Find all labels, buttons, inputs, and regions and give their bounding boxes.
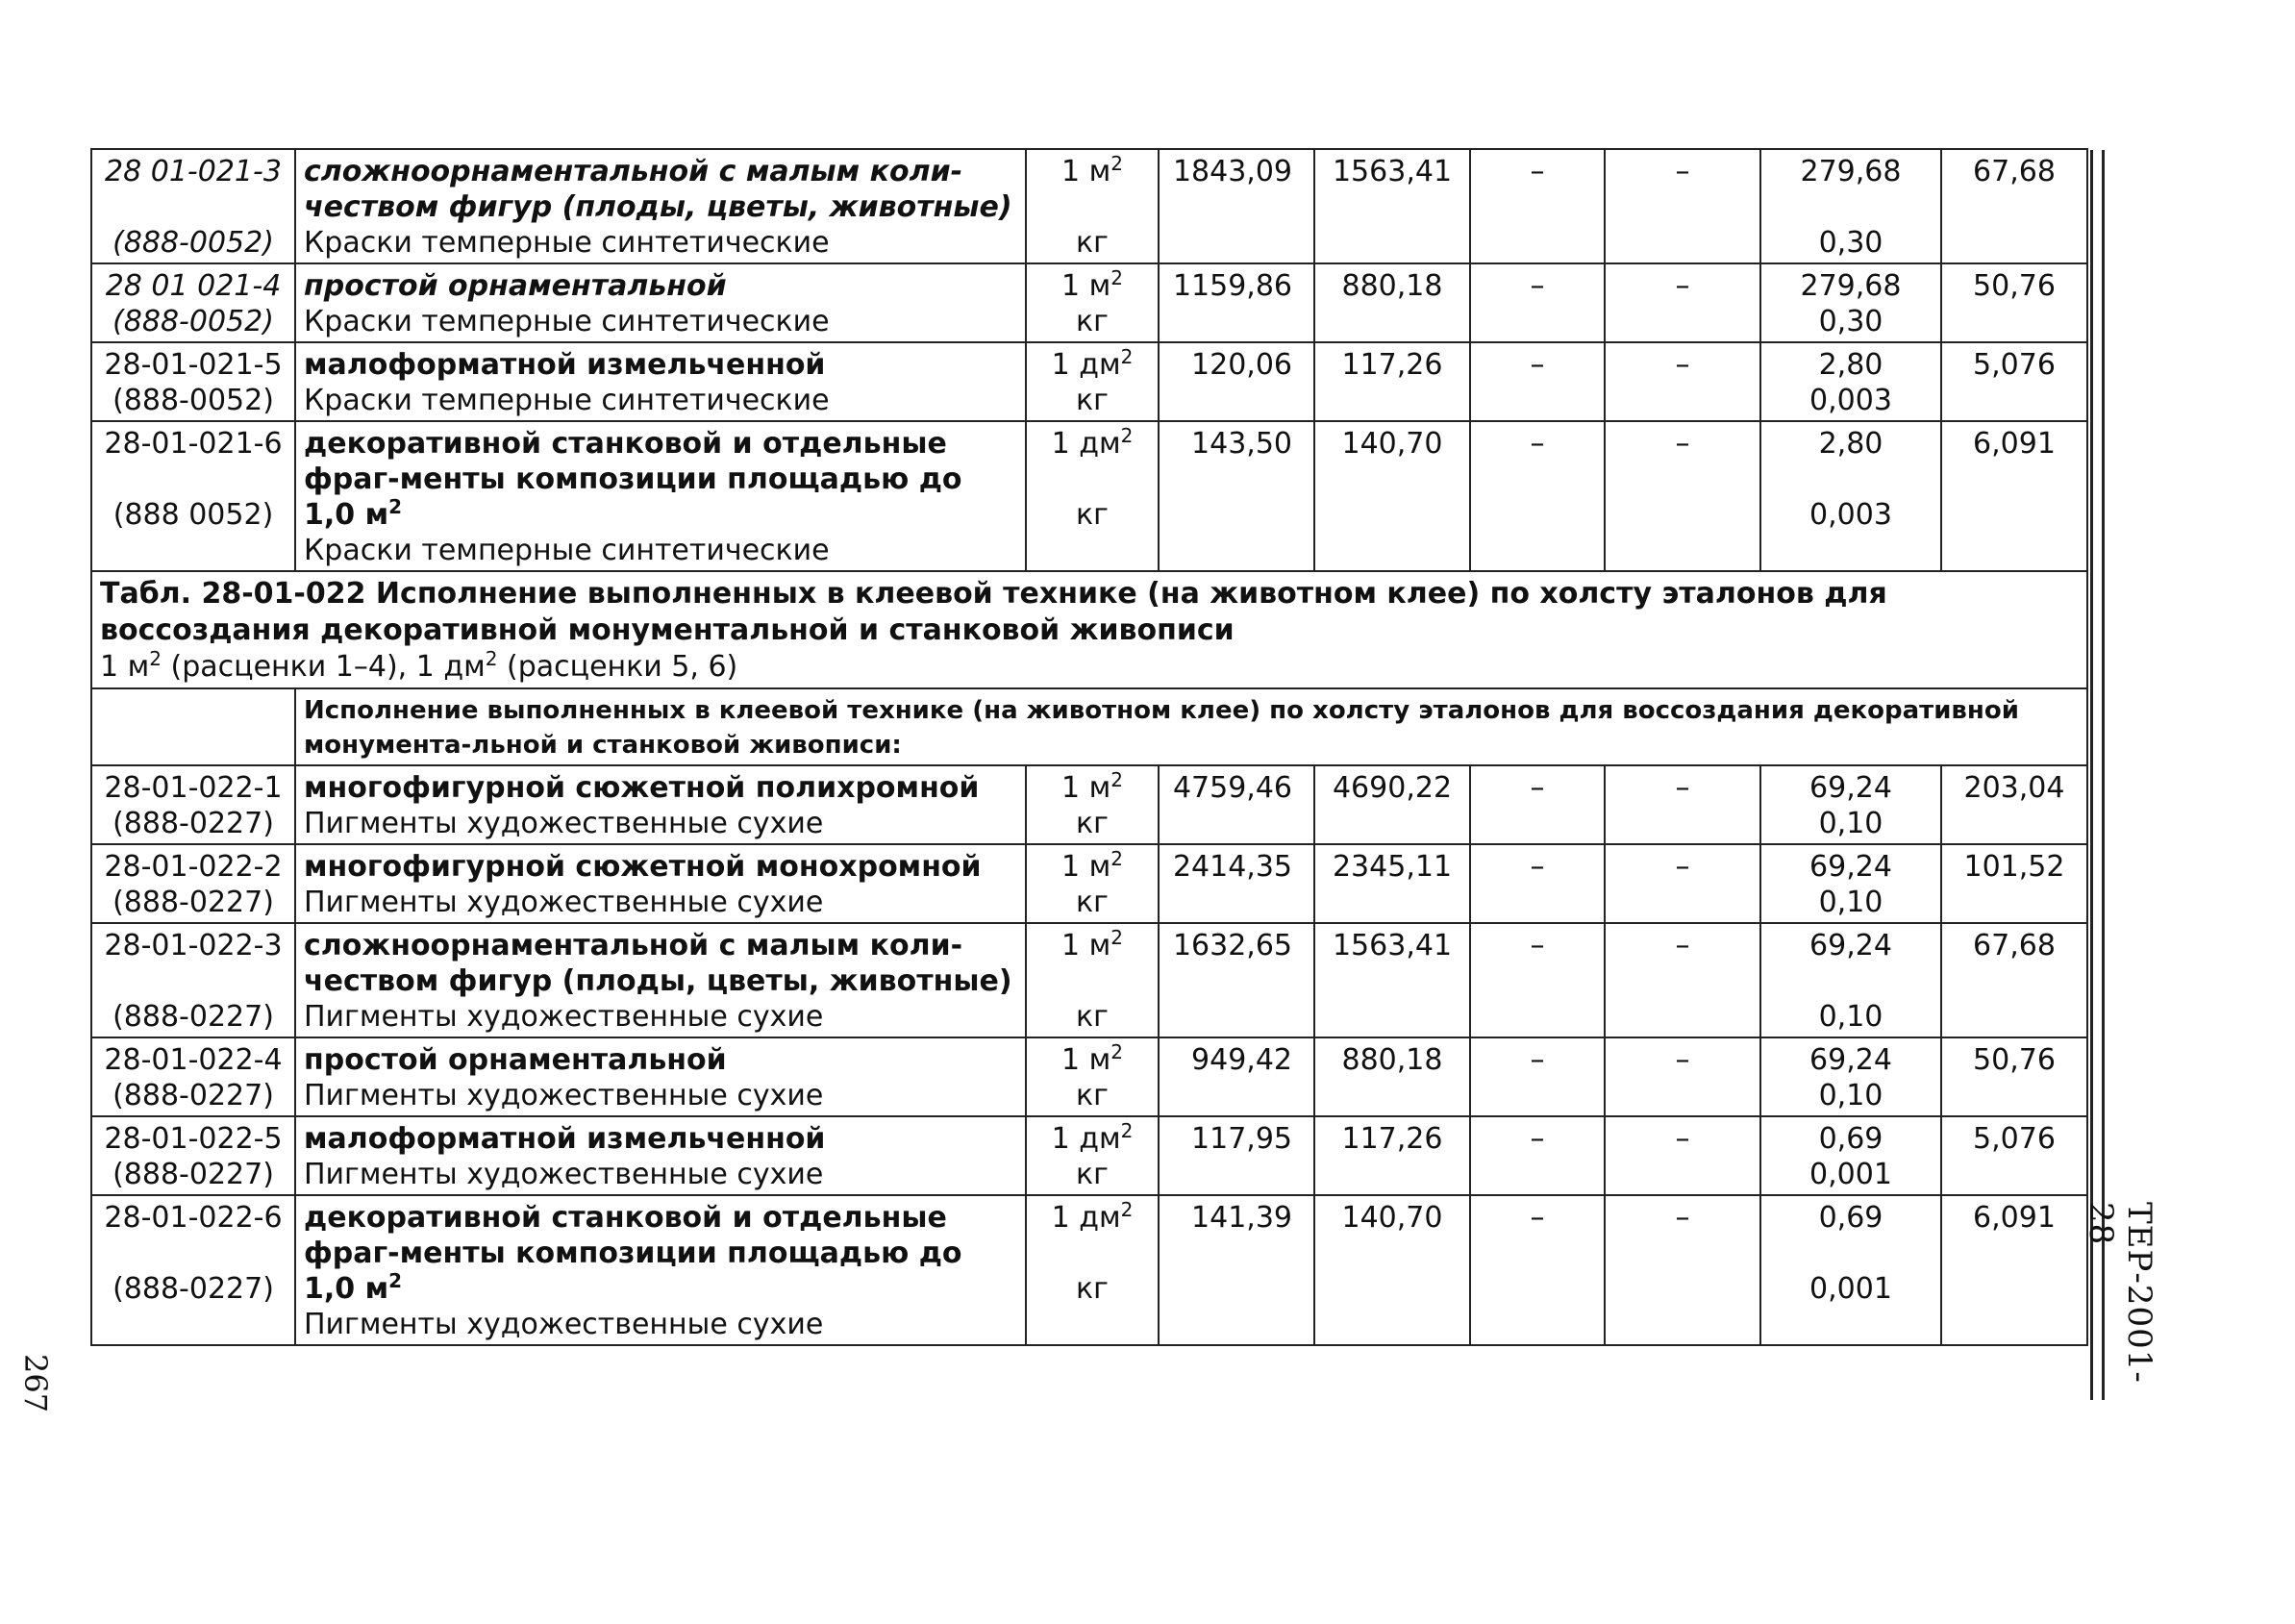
material-name: Пигменты художественные сухие (304, 1308, 824, 1341)
material-quantity: 0,003 (1809, 498, 1892, 532)
work-name: декоративной станковой и отдельные фраг-менты композиции площадью до 1,0 $м^2$ (304, 1201, 962, 1306)
materials-cost: 279,68 (1800, 155, 1902, 188)
wages-cost: 880,18 (1314, 263, 1470, 342)
labor-cost: 101,52 (1941, 844, 2087, 923)
unit-cell (1026, 342, 1159, 421)
materials-cell (1760, 765, 1941, 844)
total-cost: 1632,65 (1159, 923, 1314, 1037)
unit-cell (1026, 765, 1159, 844)
machinery-cost: – (1470, 421, 1605, 571)
rate-code-cell (91, 263, 295, 342)
total-cost: 949,42 (1159, 1037, 1314, 1116)
materials-cell (1760, 923, 1941, 1037)
materials-cell (1760, 149, 1941, 263)
rate-code-cell (91, 421, 295, 571)
unit-cell (1026, 1116, 1159, 1195)
table-body-022 (91, 765, 2087, 1345)
resource-code: (888 0052) (112, 498, 274, 532)
machinery-wages: – (1605, 765, 1760, 844)
resource-code: (888-0227) (112, 1079, 274, 1112)
unit-cell (1026, 844, 1159, 923)
rate-code: 28-01-022-5 (104, 1122, 283, 1156)
labor-cost: 50,76 (1941, 263, 2087, 342)
wages-cost: 1563,41 (1314, 923, 1470, 1037)
material-unit: кг (1076, 384, 1109, 417)
unit-cell (1026, 421, 1159, 571)
material-unit: кг (1076, 1272, 1109, 1306)
table-row (91, 923, 2087, 1037)
unit-cell (1026, 1195, 1159, 1345)
resource-code: (888-0227) (112, 886, 274, 919)
material-unit: кг (1076, 1079, 1109, 1112)
wages-cost: 880,18 (1314, 1037, 1470, 1116)
unit: 1 $м^2$ (1061, 847, 1123, 884)
rate-code: 28-01-022-6 (104, 1201, 283, 1235)
total-cost: 143,50 (1159, 421, 1314, 571)
material-name: Краски темперные синтетические (304, 384, 830, 417)
machinery-wages: – (1605, 923, 1760, 1037)
material-name: Пигменты художественные сухие (304, 1079, 824, 1112)
rate-code-cell (91, 149, 295, 263)
unit: 1 $дм^2$ (1051, 1198, 1134, 1235)
work-name: простой орнаментальной (304, 1043, 727, 1077)
labor-cost: 6,091 (1941, 421, 2087, 571)
materials-cell (1760, 342, 1941, 421)
table-row (91, 844, 2087, 923)
work-name-cell (295, 765, 1026, 844)
machinery-cost: – (1470, 1195, 1605, 1345)
material-name: Пигменты художественные сухие (304, 807, 824, 840)
material-quantity: 0,30 (1818, 226, 1883, 260)
price-table (90, 148, 2088, 1346)
work-name: простой орнаментальной (304, 269, 727, 303)
rate-code: 28-01-022-2 (104, 850, 283, 884)
price-table-sheet (90, 148, 2086, 1346)
material-name: Пигменты художественные сухие (304, 886, 824, 919)
machinery-cost: – (1470, 149, 1605, 263)
material-unit: кг (1076, 886, 1109, 919)
caption-row (91, 571, 2087, 688)
materials-cell (1760, 1116, 1941, 1195)
rate-code-cell (91, 923, 295, 1037)
resource-code: (888-0052) (112, 305, 274, 338)
unit: 1 $дм^2$ (1051, 424, 1134, 461)
unit-cell (1026, 1037, 1159, 1116)
material-unit: кг (1076, 1000, 1109, 1034)
wages-cost: 2345,11 (1314, 844, 1470, 923)
work-name: сложноорнаментальной с малым коли-чеством фигур (плоды, цветы, животные) (304, 155, 1012, 224)
table-row (91, 1116, 2087, 1195)
material-quantity: 0,10 (1818, 807, 1883, 840)
total-cost: 117,95 (1159, 1116, 1314, 1195)
rate-code: 28 01-021-3 (105, 155, 282, 188)
unit: 1 $м^2$ (1061, 768, 1123, 805)
material-name: Пигменты художественные сухие (304, 1158, 824, 1191)
table-title: Табл. 28-01-022 Исполнение выполненных в клеевой технике (на животном клее) по холсту эталонов для воссоздания декоративной монументальной и станковой живописи (100, 577, 1887, 647)
machinery-wages: – (1605, 844, 1760, 923)
wages-cost: 117,26 (1314, 1116, 1470, 1195)
table-row (91, 263, 2087, 342)
work-name-cell (295, 149, 1026, 263)
table-body-021 (91, 149, 2087, 571)
material-quantity: 0,30 (1818, 305, 1883, 338)
material-unit: кг (1076, 498, 1109, 532)
material-name: Пигменты художественные сухие (304, 1000, 824, 1034)
materials-cell (1760, 1037, 1941, 1116)
materials-cell (1760, 844, 1941, 923)
machinery-wages: – (1605, 1116, 1760, 1195)
machinery-cost: – (1470, 1116, 1605, 1195)
machinery-wages: – (1605, 1037, 1760, 1116)
materials-cost: 69,24 (1809, 929, 1892, 962)
material-quantity: 0,10 (1818, 1000, 1883, 1034)
materials-cost: 279,68 (1800, 269, 1902, 303)
machinery-cost: – (1470, 844, 1605, 923)
labor-cost: 5,076 (1941, 342, 2087, 421)
total-cost: 4759,46 (1159, 765, 1314, 844)
rate-code: 28-01-021-5 (104, 348, 283, 382)
total-cost: 141,39 (1159, 1195, 1314, 1345)
wages-cost: 117,26 (1314, 342, 1470, 421)
resource-code: (888-0227) (112, 1000, 274, 1034)
rate-code: 28-01-022-3 (104, 929, 283, 962)
rate-code: 28-01-022-1 (104, 771, 283, 805)
work-name-cell (295, 844, 1026, 923)
material-unit: кг (1076, 305, 1109, 338)
labor-cost: 67,68 (1941, 923, 2087, 1037)
unit: 1 $м^2$ (1061, 152, 1123, 188)
labor-cost: 5,076 (1941, 1116, 2087, 1195)
unit-cell (1026, 263, 1159, 342)
total-cost: 120,06 (1159, 342, 1314, 421)
work-name-cell (295, 421, 1026, 571)
unit: 1 $дм^2$ (1051, 1119, 1134, 1156)
wages-cost: 4690,22 (1314, 765, 1470, 844)
table-row (91, 149, 2087, 263)
machinery-wages: – (1605, 149, 1760, 263)
table-row (91, 421, 2087, 571)
machinery-cost: – (1470, 765, 1605, 844)
resource-code: (888-0227) (112, 1158, 274, 1191)
labor-cost: 50,76 (1941, 1037, 2087, 1116)
resource-code: (888-0052) (112, 384, 274, 417)
work-name-cell (295, 263, 1026, 342)
material-unit: кг (1076, 1158, 1109, 1191)
total-cost: 1159,86 (1159, 263, 1314, 342)
material-quantity: 0,10 (1818, 886, 1883, 919)
machinery-wages: – (1605, 421, 1760, 571)
table-row (91, 1195, 2087, 1345)
section-heading-row (91, 688, 2087, 765)
rate-code: 28 01 021-4 (105, 269, 282, 303)
machinery-wages: – (1605, 342, 1760, 421)
unit: 1 $дм^2$ (1051, 345, 1134, 382)
unit: 1 $м^2$ (1061, 266, 1123, 303)
materials-cell (1760, 1195, 1941, 1345)
work-name: сложноорнаментальной с малым коли-чеством фигур (плоды, цветы, животные) (304, 929, 1012, 998)
materials-cost: 2,80 (1818, 427, 1883, 461)
machinery-cost: – (1470, 923, 1605, 1037)
rate-code-cell (91, 1116, 295, 1195)
material-quantity: 0,003 (1809, 384, 1892, 417)
rate-code-cell (91, 1195, 295, 1345)
machinery-wages: – (1605, 263, 1760, 342)
material-unit: кг (1076, 226, 1109, 260)
wages-cost: 140,70 (1314, 421, 1470, 571)
page-number: 267 (17, 1354, 54, 1413)
machinery-cost: – (1470, 263, 1605, 342)
labor-cost: 6,091 (1941, 1195, 2087, 1345)
work-name-cell (295, 1195, 1026, 1345)
materials-cost: 2,80 (1818, 348, 1883, 382)
work-name: малоформатной измельченной (304, 1122, 826, 1156)
material-unit: кг (1076, 807, 1109, 840)
machinery-cost: – (1470, 342, 1605, 421)
total-cost: 1843,09 (1159, 149, 1314, 263)
material-quantity: 0,001 (1809, 1158, 1892, 1191)
machinery-wages: – (1605, 1195, 1760, 1345)
materials-cost: 69,24 (1809, 850, 1892, 884)
work-name-cell (295, 1116, 1026, 1195)
resource-code: (888-0227) (112, 807, 274, 840)
unit: 1 $м^2$ (1061, 926, 1123, 962)
rate-code-cell (91, 342, 295, 421)
work-name-cell (295, 923, 1026, 1037)
material-quantity: 0,10 (1818, 1079, 1883, 1112)
table-caption (91, 571, 2087, 688)
document-code: ТЕР-2001-28 (2082, 1202, 2158, 1384)
materials-cost: 0,69 (1818, 1122, 1883, 1156)
rate-code: 28-01-021-6 (104, 427, 283, 461)
wages-cost: 1563,41 (1314, 149, 1470, 263)
table-row (91, 1037, 2087, 1116)
wages-cost: 140,70 (1314, 1195, 1470, 1345)
work-name: декоративной станковой и отдельные фраг-менты композиции площадью до 1,0 $м^2$ (304, 427, 962, 532)
total-cost: 2414,35 (1159, 844, 1314, 923)
material-name: Краски темперные синтетические (304, 534, 830, 567)
table-caption-block (91, 571, 2087, 765)
machinery-cost: – (1470, 1037, 1605, 1116)
unit-cell (1026, 923, 1159, 1037)
work-name: многофигурной сюжетной монохромной (304, 850, 982, 884)
material-quantity: 0,001 (1809, 1272, 1892, 1306)
materials-cost: 69,24 (1809, 1043, 1892, 1077)
rate-code: 28-01-022-4 (104, 1043, 283, 1077)
material-name: Краски темперные синтетические (304, 305, 830, 338)
work-name: многофигурной сюжетной полихромной (304, 771, 980, 805)
resource-code: (888-0052) (112, 226, 274, 260)
materials-cost: 69,24 (1809, 771, 1892, 805)
section-heading: Исполнение выполненных в клеевой технике (на животном клее) по холсту эталонов для воссоздания декоративной монумента-льной и станковой живописи: (295, 688, 2087, 765)
table-row (91, 765, 2087, 844)
work-name-cell (295, 1037, 1026, 1116)
materials-cell (1760, 263, 1941, 342)
empty-code-cell (91, 688, 295, 765)
materials-cost: 0,69 (1818, 1201, 1883, 1235)
table-units: 1 $м^2$ (расценки 1–4), 1 $дм^2$ (расценки 5, 6) (100, 647, 738, 684)
resource-code: (888-0227) (112, 1272, 274, 1306)
materials-cell (1760, 421, 1941, 571)
rate-code-cell (91, 765, 295, 844)
material-name: Краски темперные синтетические (304, 226, 830, 260)
rate-code-cell (91, 844, 295, 923)
table-row (91, 342, 2087, 421)
rate-code-cell (91, 1037, 295, 1116)
work-name-cell (295, 342, 1026, 421)
unit-cell (1026, 149, 1159, 263)
work-name: малоформатной измельченной (304, 348, 826, 382)
labor-cost: 203,04 (1941, 765, 2087, 844)
labor-cost: 67,68 (1941, 149, 2087, 263)
unit: 1 $м^2$ (1061, 1040, 1123, 1077)
